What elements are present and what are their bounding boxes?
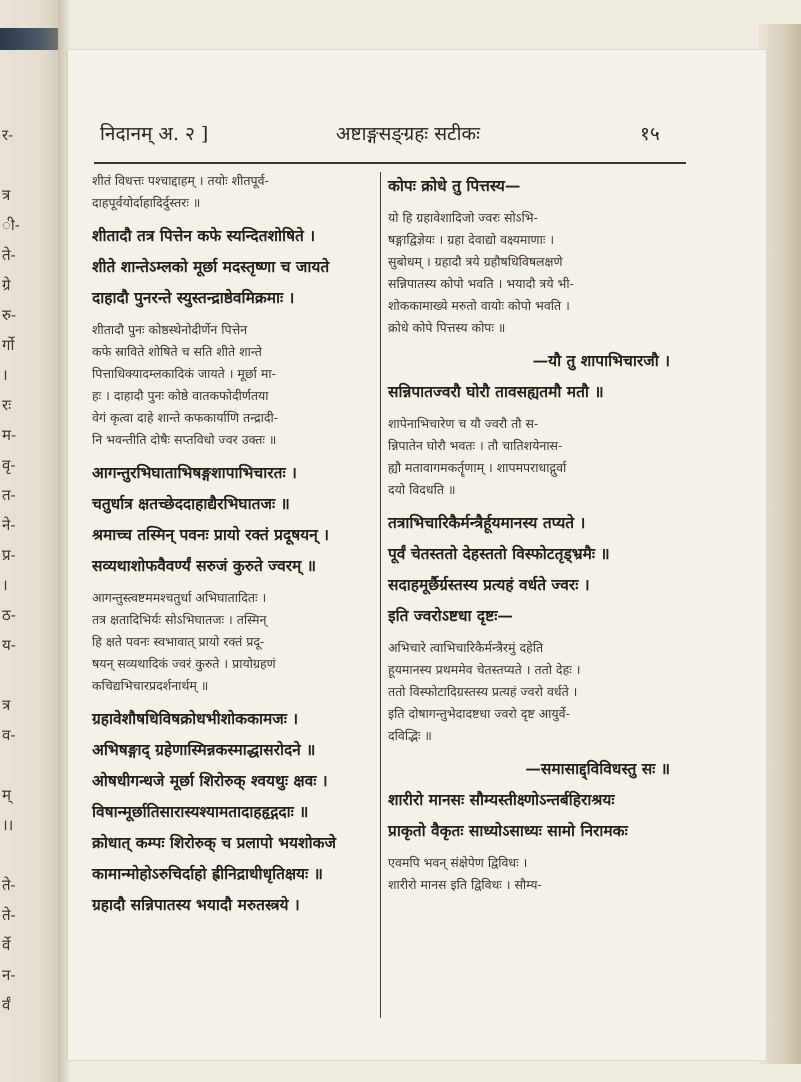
header-book-title: अष्टाङ्गसङ्ग्रहः सटीकः bbox=[336, 123, 480, 145]
running-header bbox=[100, 120, 680, 154]
previous-page-margin-text: र- त्र ी- ते- ग्रे रु- र्गो । रः म- वृ- त- ने- प्र- । ठ- य- त्र व- म् ।। ते- ते- र्वे न- र्वं bbox=[2, 126, 20, 1014]
verse-block: —समासाद्द्विविधस्तु सः ॥ bbox=[525, 759, 670, 778]
verse-block: शारीरो मानसः सौम्यस्तीक्ष्णोऽन्तर्बहिराश्रयः प्राकृतो वैकृतः साध्योऽसाध्यः सामो निरामकः bbox=[388, 790, 628, 840]
verse-block: कोपः क्रोधे तु पित्तस्य— bbox=[388, 176, 521, 195]
commentary-block: यो हि ग्रहावेशादिजो ज्वरः सोऽभि- षङ्गाद्विज्ञेयः । ग्रहा देवाद्यो वक्ष्यमाणाः । सुबोधम् । ग्रहादौ त्रये ग्रहौषधिविषलक्षणे सन्निपातस्य कोपो भवति । भयादौ त्रये भी- शोककामाख्ये मरुतो वायोः कोपो भवति । क्रोधे कोपे पित्तस्य कोपः ॥ bbox=[388, 210, 574, 335]
book-binding bbox=[0, 0, 64, 1082]
verse-block: —यौ तु शापाभिचारजौ । bbox=[532, 351, 670, 370]
header-page-number: १५ bbox=[640, 123, 660, 145]
commentary-block: एवमपि भवन् संक्षेपेण द्विविधः । शारीरो मानस इति द्विविधः । सौम्य- bbox=[388, 855, 542, 892]
commentary-block: शापेनाभिचारेण च यौ ज्वरौ तौ स- न्निपातेन घोरौ भवतः । तौ चातिशयेनास- ह्यौ मतावागमकर्तॄणाम् । शापमपराधाद्गुर्वा दयो विदधति ॥ bbox=[388, 416, 567, 497]
verse-block: शीतादौ तत्र पित्तेन कफे स्यन्दितशोषिते । शीते शान्तेऽम्लको मूर्छा मदस्तृष्णा च जायते दाहादौ पुनरन्ते स्युस्तन्द्राष्ठेवमिक्रमाः । bbox=[92, 226, 330, 307]
verse-block: ग्रहावेशौषधिविषक्रोधभीशोककामजः । अभिषङ्गाद् ग्रहेणास्मिन्नकस्माद्धासरोदने ॥ ओषधीगन्धजे मूर्छा शिरोरुक् श्वयथुः क्षवः । विषान्मूर्छातिसारास्यश्यामतादाहहृद्गदाः ॥ क्रोधात् कम्पः शिरोरुक् च प्रलापो भयशोकजे कामान्मोहोऽरुचिर्दाहो ह्रीनिद्राधीधृतिक्षयः ॥ ग्रहादौ सन्निपातस्य भयादौ मरुतस्त्रये । bbox=[92, 709, 336, 914]
verse-block: सन्निपातज्वरौ घोरौ तावसह्यतमौ मतौ ॥ bbox=[388, 382, 604, 401]
verse-block: आगन्तुरभिघाताभिषङ्गशापाभिचारतः । चतुर्धात्र क्षतच्छेददाहाद्यैरभिघातजः ॥ श्रमाच्च तस्मिन् पवनः प्रायो रक्तं प्रदूषयन् । सव्यथाशोफवैवर्ण्यं सरुजं कुरुते ज्वरम् ॥ bbox=[92, 463, 330, 575]
column-divider bbox=[380, 172, 381, 1018]
commentary-block: अभिचारे त्वाभिचारिकैर्मन्त्रैरमुं दहेति हूयमानस्य प्रथममेव चेतस्तप्यते । ततो देहः । ततो विस्फोटादिग्रस्तस्य प्रत्यहं ज्वरो वर्धते । इति दोषागन्तुभेदादष्टधा ज्वरो दृष्ट आयुर्वे- दविद्भिः ॥ bbox=[388, 640, 581, 743]
header-chapter: निदानम् अ. २ ] bbox=[100, 123, 209, 145]
binding-cloth bbox=[0, 28, 64, 50]
commentary-block: आगन्तुस्त्वष्टममश्चतुर्धा अभिघातादितः । तत्र क्षतादिभिर्यः सोऽभिघातजः । तस्मिन् हि क्षते पवनः स्वभावात् प्रायो रक्तं प्रदू- षयन् सव्यथादिकं ज्वरं कुरुते । प्रायोग्रहणं कचिद्यभिचारप्रदर्शनार्थम् ॥ bbox=[92, 590, 276, 693]
left-column bbox=[92, 170, 374, 1030]
header-rule bbox=[94, 162, 686, 164]
commentary-block: शीतं विधत्तः पश्चाद्दाहम् । तयोः शीतपूर्व- दाहपूर्वयोर्दाहादिर्दुस्तरः ॥ bbox=[92, 173, 269, 210]
right-column bbox=[388, 170, 670, 1030]
commentary-block: शीतादौ पुनः कोष्ठस्थेनोदीर्णेन पित्तेन कफे स्राविते शोषिते च सति शीते शान्ते पित्ताधिक्यादम्लकादिकं जायते । मूर्छा मा- हः । दाहादौ पुनः कोष्ठे वातकफोदीर्णतया वेगं कृत्वा दाहे शान्ते कफकार्याणि तन्द्रादी- नि भवन्तीति दोषैः सप्तविधो ज्वर उक्तः ॥ bbox=[92, 322, 278, 447]
verse-block: तत्राभिचारिकैर्मन्त्रैर्हूयमानस्य तप्यते । पूर्वं चेतस्ततो देहस्ततो विस्फोटतृड्भ्रमैः ॥ सदाहमूर्छैर्ग्रस्तस्य प्रत्यहं वर्धते ज्वरः । इति ज्वरोऽष्टधा दृष्टः— bbox=[388, 513, 610, 625]
